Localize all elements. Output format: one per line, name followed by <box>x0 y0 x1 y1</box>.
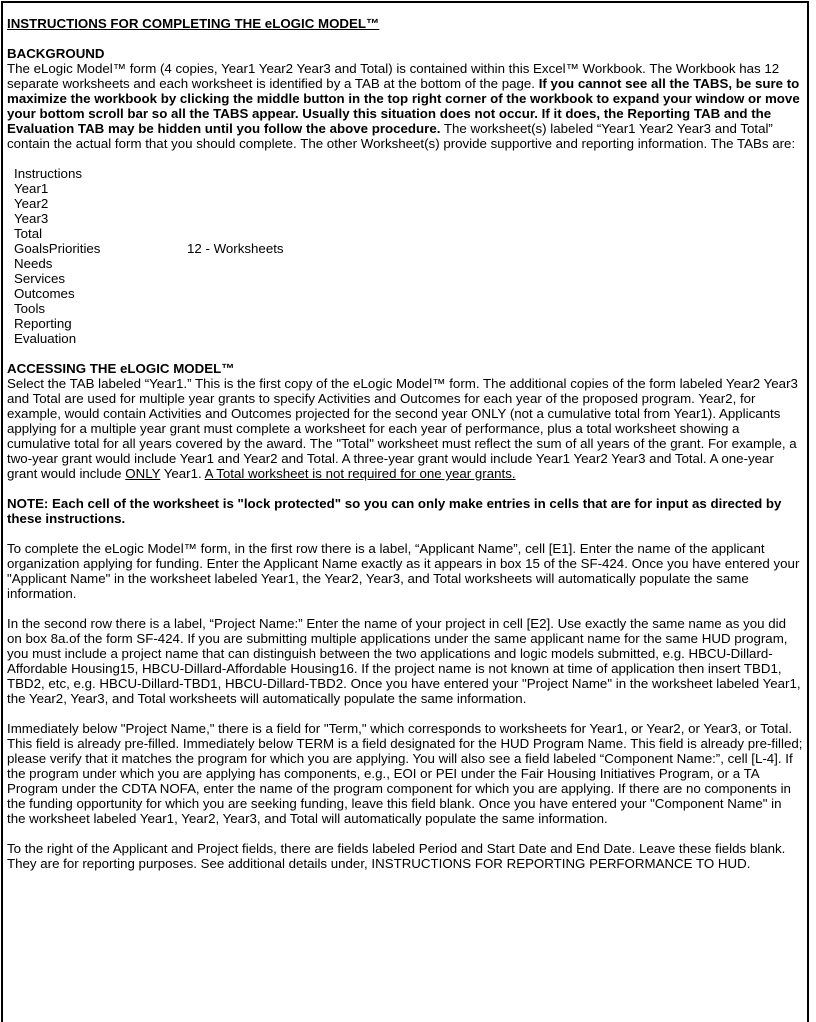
worksheet-tab-row <box>14 256 803 271</box>
worksheet-tab-row <box>14 331 803 346</box>
applicant-name-paragraph: To complete the eLogic Model™ form, in the first row there is a label, “Applicant Name”, cell [E1]. Enter the name of the applicant organization applying for funding. Enter the Applicant Name exactly as it appears in box 15 of the SF-424. Once you have entered your "Applicant Name" in the worksheet labeled Year1, the Year2, Year3, and Total worksheets will automatically populate the same information. <box>7 541 800 601</box>
worksheet-tab-name: Total <box>14 226 43 241</box>
accessing-paragraph <box>7 376 803 481</box>
worksheet-tab-row <box>14 226 803 241</box>
worksheet-tab-name: Reporting <box>14 316 72 331</box>
worksheet-tab-name: Year3 <box>14 211 49 226</box>
worksheet-count-note: 12 - Worksheets <box>187 241 284 256</box>
worksheet-tab-row <box>14 271 803 286</box>
instructions-sheet <box>1 1 809 1022</box>
accessing-text-start: Select the TAB labeled “Year1.” This is the first copy of the eLogic Model™ form. The additional copies of the form labeled Year2 Year3 and Total are used for multiple year grants to specify Activities and Outcomes for each year of the proposed program. Year2, for example, would contain Activities and Outcomes projected for the second year ONLY (not a cumulative total from Year1). Applicants applying for a multiple year grant must complete a worksheet for each year of performance, plus a total worksheet showing a cumulative total for all years covered by the award. The "Total" worksheet must reflect the sum of all years of the grant. For example, a two-year grant would include Year1 and Year2 and Total. A three-year grant would include Year1 Year2 Year3 and Total. A one-year grant would include <box>7 376 798 481</box>
worksheet-tab-row <box>14 181 803 196</box>
term-component-paragraph: Immediately below "Project Name," there is a field for "Term," which corresponds to worksheets for Year1, or Year2, or Year3, or Total. This field is already pre-filled. Immediately below TERM is a field designated for the HUD Program Name. This field is already pre-filled; please verify that it matches the program for which you are applying. You will also see a field labeled “Component Name:”, cell [L-4]. If the program under which you are applying has components, e.g., EOI or PEI under the Fair Housing Initiatives Program, or a TA Program under the CDTA NOFA, enter the name of the program component for which you are applying. If there are no components in the funding opportunity for which you are seeking funding, leave this field blank. Once you have entered your "Component Name" in the worksheet labeled Year1, Year2, Year3, and Total will automatically populate the same information. <box>7 721 803 826</box>
accessing-heading: ACCESSING THE eLOGIC MODEL™ <box>7 361 235 376</box>
worksheet-tab-name: Year1 <box>14 181 49 196</box>
period-dates-paragraph: To the right of the Applicant and Project fields, there are fields labeled Period and Start Date and End Date. Leave these fields blank. They are for reporting purposes. See additional details under, INSTRUCTIONS FOR REPORTING PERFORMANCE TO HUD. <box>7 841 786 871</box>
worksheet-tab-row <box>14 211 803 226</box>
lock-protected-note: NOTE: Each cell of the worksheet is "lock protected" so you can only make entries in cells that are for input as directed by these instructions. <box>7 496 782 526</box>
background-paragraph <box>7 61 803 151</box>
page-title: INSTRUCTIONS FOR COMPLETING THE eLOGIC MODEL™ <box>7 16 380 31</box>
worksheet-tab-row <box>14 241 803 256</box>
background-bold-warning: If you cannot see all the TABS, be sure to maximize the workbook by clicking the middle button in the top right corner of the workbook to expand your window or move your bottom scroll bar so all the TABS appear. Usually this situation does not occur. If it does, the Reporting TAB and the Evaluation TAB may be hidden until you follow the above procedure. <box>7 76 800 136</box>
worksheet-tab-row <box>14 286 803 301</box>
worksheet-tab-list <box>7 166 803 346</box>
background-heading: BACKGROUND <box>7 46 105 61</box>
worksheet-tab-name: Year2 <box>14 196 49 211</box>
worksheet-tab-name: Instructions <box>14 166 82 181</box>
project-name-paragraph: In the second row there is a label, “Project Name:” Enter the name of your project in cell [E2]. Use exactly the same name as you did on box 8a.of the form SF-424. If you are submitting multiple applications under the same applicant name for the same HUD program, you must include a project name that can distinguish between the two applications and logic models submitted, e.g. HBCU-Dillard-Affordable Housing15, HBCU-Dillard-Affordable Housing16. If the project name is not known at time of application then insert TBD1, TBD2, etc, e.g. HBCU-Dillard-TBD1, HBCU-Dillard-TBD2. Once you have entered your "Project Name" in the worksheet labeled Year1, the Year2, Year3, and Total worksheets will automatically populate the same information. <box>7 616 801 706</box>
worksheet-tab-row <box>14 316 803 331</box>
worksheet-tab-row <box>14 301 803 316</box>
worksheet-tab-name: Tools <box>14 301 46 316</box>
background-text-start: The eLogic Model™ form (4 copies, Year1 Year2 Year3 and Total) is contained within this Excel™ Workbook. The Workbook has 12 separate worksheets and each worksheet is identified by a TAB at the bottom of the page. <box>7 61 780 91</box>
worksheet-tab-row <box>14 166 803 181</box>
background-text-end: The worksheet(s) labeled “Year1 Year2 Year3 and Total” contain the actual form that you should complete. The other Worksheet(s) provide supportive and reporting information. The TABs are: <box>7 121 796 151</box>
accessing-underline-only: ONLY <box>125 466 161 481</box>
worksheet-tab-name: Outcomes <box>14 286 75 301</box>
accessing-underline-sentence: A Total worksheet is not required for one year grants. <box>204 466 516 481</box>
worksheet-tab-name: Services <box>14 271 65 286</box>
worksheet-tab-name: GoalsPriorities <box>14 241 101 256</box>
worksheet-tab-name: Evaluation <box>14 331 77 346</box>
worksheet-tab-row <box>14 196 803 211</box>
accessing-text-mid: Year1. <box>160 466 205 481</box>
worksheet-tab-name: Needs <box>14 256 53 271</box>
